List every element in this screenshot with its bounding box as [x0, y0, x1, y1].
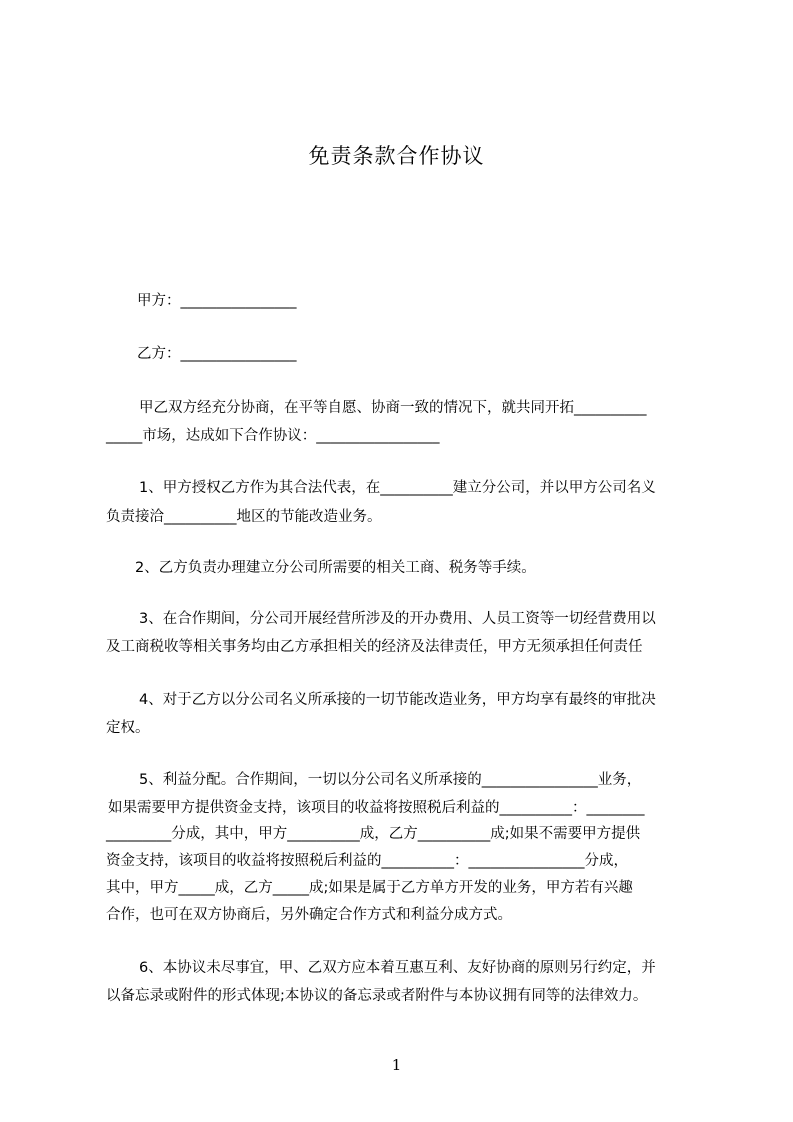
- clause-3-line-1: 3、在合作期间，分公司开展经营所涉及的开办费用、人员工资等一切经营费用以: [139, 611, 656, 627]
- page-number: 1: [391, 1056, 402, 1074]
- clause-5-line-6: 合作，也可在双方协商后，另外确定合作方式和利益分成方式。: [106, 907, 512, 923]
- clause-4-line-1: 4、对于乙方以分公司名义所承接的一切节能改造业务，甲方均享有最终的审批决: [139, 692, 656, 708]
- clause-5-line-5: 其中，甲方_____成，乙方_____成;如果是属于乙方单方开发的业务，甲方若有兴趣: [106, 880, 633, 896]
- clause-5-line-1: 5、利益分配。合作期间，一切以分公司名义所承接的________________业务，: [139, 772, 642, 788]
- intro-line-1: 甲乙双方经充分协商，在平等自愿、协商一致的情况下，就共同开拓__________: [139, 400, 647, 416]
- clause-2-line-1: 2、乙方负责办理建立分公司所需要的相关工商、税务等手续。: [135, 560, 536, 576]
- intro-line-2: _____市场，达成如下合作协议：_________________: [106, 428, 440, 444]
- clause-1-line-1: 1、甲方授权乙方作为其合法代表，在__________建立分公司，并以甲方公司名义: [139, 480, 656, 496]
- clause-5-line-3: _________分成，其中，甲方__________成，乙方__________成;如果不需要甲方提供: [106, 826, 641, 842]
- clause-6-line-1: 6、本协议未尽事宜，甲、乙双方应本着互惠互利、友好协商的原则另行约定，并: [139, 960, 656, 976]
- clause-4-line-2: 定权。: [106, 720, 150, 736]
- party-a-line: 甲方：________________: [137, 293, 297, 309]
- clause-3-line-2: 及工商税收等相关事务均由乙方承担相关的经济及法律责任，甲方无须承担任何责任: [106, 639, 643, 655]
- clause-5-line-2: 如果需要甲方提供资金支持，该项目的收益将按照税后利益的__________：________: [108, 800, 645, 816]
- document-title: 免责条款合作协议: [308, 144, 485, 168]
- clause-6-line-2: 以备忘录或附件的形式体现;本协议的备忘录或者附件与本协议拥有同等的法律效力。: [106, 988, 648, 1004]
- party-b-line: 乙方：________________: [137, 346, 297, 362]
- clause-5-line-4: 资金支持，该项目的收益将按照税后利益的__________：________________分成，: [106, 853, 628, 869]
- clause-1-line-2: 负责接洽__________地区的节能改造业务。: [106, 509, 382, 525]
